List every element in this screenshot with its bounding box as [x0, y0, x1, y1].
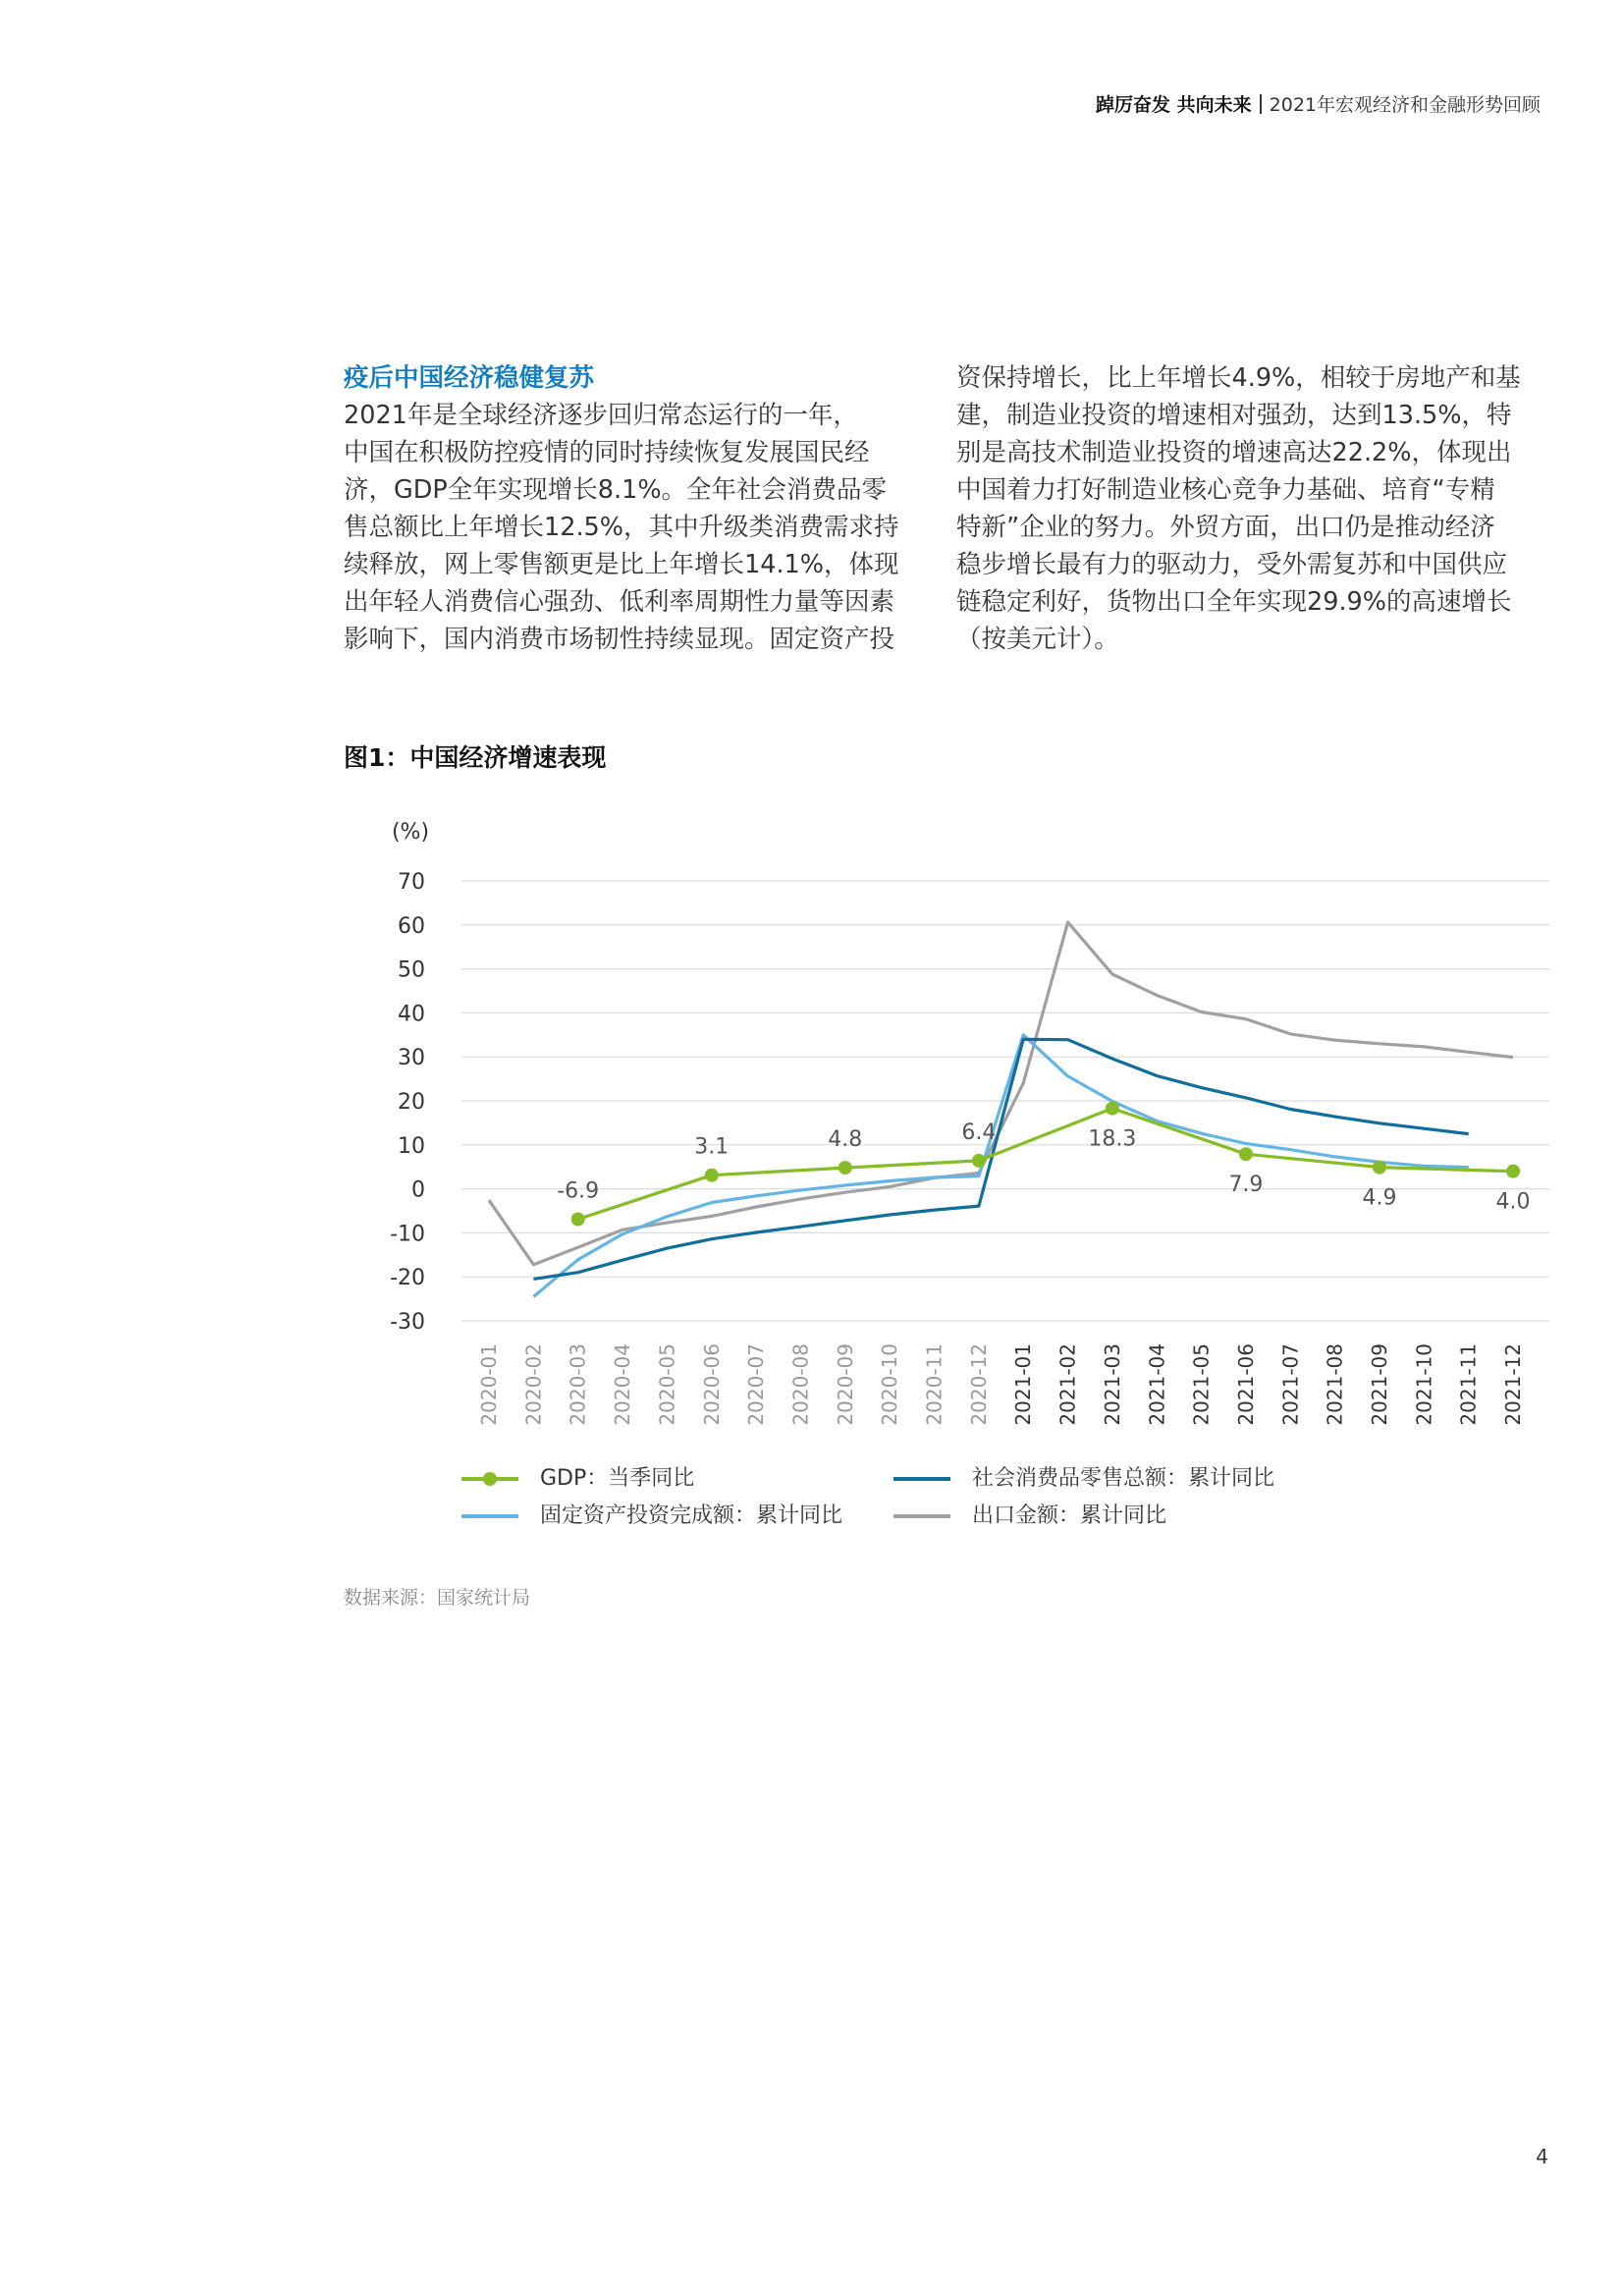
- x-tick-label: 2020-10: [878, 1343, 902, 1426]
- x-tick-label: 2020-02: [521, 1343, 546, 1426]
- gdp-point: [1106, 1102, 1119, 1116]
- paragraph-line: 建，制造业投资的增速相对强劲，达到13.5%，特: [956, 401, 1512, 430]
- x-tick-label: 2020-11: [922, 1343, 947, 1426]
- gdp-data-label: -6.9: [557, 1178, 600, 1204]
- legend-item-gdp: [461, 1461, 694, 1492]
- gdp-point: [839, 1161, 852, 1175]
- paragraph-line: 中国在积极防控疫情的同时持续恢复发展国民经: [344, 438, 870, 467]
- paragraph-line: 中国着力打好制造业核心竞争力基础、培育“专精: [956, 475, 1495, 505]
- y-tick-label: -20: [390, 1266, 425, 1291]
- x-tick-label: 2021-09: [1368, 1343, 1391, 1426]
- x-tick-label: 2021-08: [1323, 1343, 1347, 1426]
- paragraph-line: 特新”企业的努力。外贸方面，出口仍是推动经济: [956, 513, 1495, 542]
- x-tick-label: 2020-01: [477, 1343, 501, 1426]
- series-line-1: [533, 1039, 1468, 1279]
- x-tick-label: 2020-09: [833, 1343, 857, 1426]
- x-tick-label: 2020-08: [788, 1343, 813, 1426]
- x-tick-label: 2020-03: [566, 1343, 590, 1426]
- y-tick-label: -10: [390, 1222, 425, 1247]
- x-tick-label: 2021-11: [1456, 1343, 1481, 1426]
- figure-title-prefix: 图1：: [344, 743, 410, 772]
- y-tick-label: 50: [398, 957, 425, 983]
- x-tick-label: 2021-07: [1278, 1343, 1303, 1426]
- gdp-point: [571, 1213, 585, 1227]
- legend-label-fai: 固定资产投资完成额：累计同比: [540, 1503, 843, 1528]
- gdp-data-label: 6.4: [961, 1120, 997, 1145]
- x-tick-label: 2021-02: [1055, 1343, 1080, 1426]
- y-axis-unit-label: (%): [391, 820, 430, 845]
- x-tick-label: 2021-04: [1145, 1343, 1169, 1426]
- gdp-data-label: 4.8: [828, 1127, 863, 1153]
- gdp-data-label: 7.9: [1228, 1173, 1264, 1198]
- x-tick-label: 2020-04: [611, 1343, 635, 1426]
- paragraph-line: 链稳定利好，货物出口全年实现29.9%的高速增长: [956, 587, 1512, 617]
- legend-swatch-gdp: [461, 1477, 518, 1481]
- gdp-data-label: 18.3: [1088, 1126, 1137, 1152]
- x-tick-label: 2020-05: [655, 1343, 679, 1426]
- gdp-data-label: 3.1: [694, 1134, 730, 1160]
- gdp-point: [1506, 1165, 1520, 1178]
- legend-swatch-fai: [461, 1514, 518, 1518]
- paragraph-line: 资保持增长，比上年增长4.9%，相较于房地产和基: [956, 363, 1521, 393]
- series-line-3: [489, 922, 1513, 1265]
- page-number: 4: [1536, 2145, 1548, 2168]
- legend-label-retail: 社会消费品零售总额：累计同比: [972, 1466, 1275, 1491]
- legend-label-gdp: GDP：当季同比: [540, 1466, 695, 1491]
- y-tick-label: 20: [398, 1090, 425, 1115]
- gdp-point: [705, 1169, 719, 1182]
- paragraph-line: 出年轻人消费信心强劲、低利率周期性力量等因素: [344, 587, 895, 617]
- paragraph-line: 济，GDP全年实现增长8.1%。全年社会消费品零: [344, 475, 888, 505]
- legend-item-export: [893, 1499, 1166, 1529]
- paragraph-line: （按美元计）。: [956, 625, 1119, 654]
- gdp-point: [1239, 1147, 1253, 1161]
- data-source: 数据来源：国家统计局: [344, 1587, 531, 1609]
- y-tick-label: 60: [398, 913, 425, 939]
- legend-swatch-export: [893, 1514, 950, 1518]
- x-tick-label: 2021-05: [1189, 1343, 1214, 1426]
- y-tick-label: 70: [398, 870, 425, 895]
- x-tick-label: 2020-12: [966, 1343, 991, 1426]
- legend-item-fai: [461, 1499, 842, 1529]
- y-tick-label: 0: [411, 1177, 425, 1203]
- paragraph-line: 续释放，网上零售额更是比上年增长14.1%，体现: [344, 550, 899, 579]
- gdp-data-label: 4.0: [1495, 1189, 1531, 1215]
- paragraph-line: 售总额比上年增长12.5%，其中升级类消费需求持: [344, 513, 899, 542]
- x-tick-label: 2021-06: [1233, 1343, 1258, 1426]
- gdp-point: [1373, 1161, 1386, 1175]
- y-tick-label: -30: [390, 1310, 425, 1335]
- paragraph-line: 别是高技术制造业投资的增速高达22.2%，体现出: [956, 438, 1512, 467]
- y-tick-label: 10: [398, 1133, 425, 1159]
- y-tick-label: 30: [398, 1046, 425, 1071]
- legend-item-retail: [893, 1461, 1274, 1492]
- section-title: 疫后中国经济稳健复苏: [344, 363, 595, 393]
- series-line-2: [533, 1035, 1468, 1297]
- x-tick-label: 2020-07: [744, 1343, 769, 1426]
- legend-label-export: 出口金额：累计同比: [972, 1503, 1167, 1528]
- paragraph-line: 影响下，国内消费市场韧性持续显现。固定资产投: [344, 625, 895, 654]
- header-subtitle: 2021年宏观经济和金融形势回顾: [1269, 94, 1541, 116]
- header-title: 踔厉奋发 共向未来: [1096, 94, 1252, 116]
- x-tick-label: 2021-12: [1501, 1343, 1526, 1426]
- y-tick-label: 40: [398, 1002, 425, 1027]
- gdp-data-label: 4.9: [1362, 1185, 1397, 1211]
- x-tick-label: 2021-10: [1412, 1343, 1436, 1426]
- legend-swatch-retail: [893, 1477, 950, 1481]
- paragraph-line: 稳步增长最有力的驱动力，受外需复苏和中国供应: [956, 550, 1508, 579]
- gdp-point: [972, 1154, 986, 1168]
- paragraph-line: 2021年是全球经济逐步回归常态运行的一年，: [344, 401, 858, 430]
- figure-title-text: 中国经济增速表现: [409, 743, 607, 772]
- x-tick-label: 2021-01: [1011, 1343, 1036, 1426]
- x-tick-label: 2021-03: [1100, 1343, 1124, 1426]
- x-tick-label: 2020-06: [699, 1343, 724, 1426]
